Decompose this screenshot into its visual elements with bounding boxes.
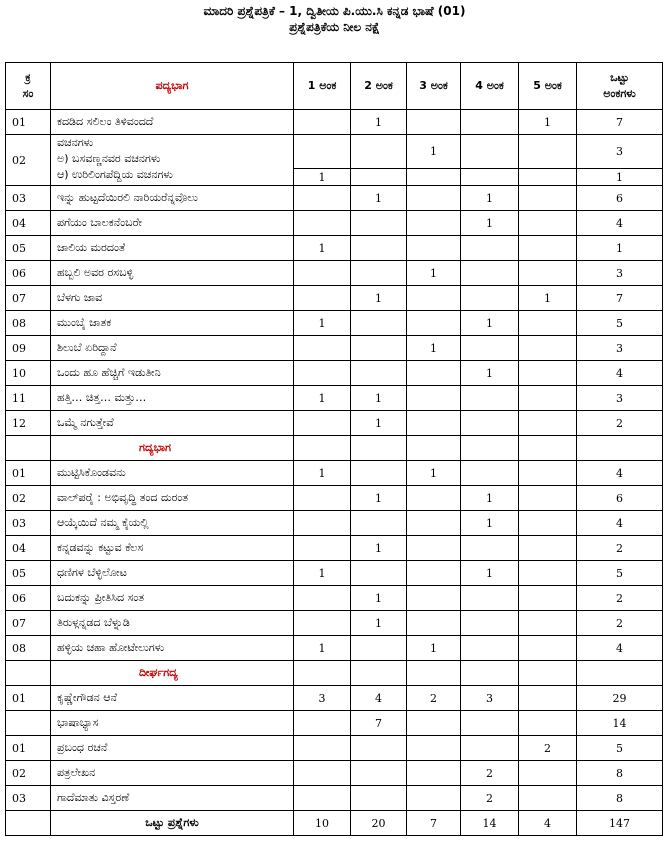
- row-m1: 1: [294, 561, 351, 586]
- row-m1: [294, 786, 351, 811]
- row-lesson-name: ಧಣಿಗಳ ಬೆಳ್ಳಿಲೋಟ: [51, 561, 294, 586]
- row-lesson-name: ಹಬ್ಬಲಿ ಅವರ ರಸಬಳ್ಳಿ: [51, 261, 294, 286]
- row-m1: [294, 286, 351, 311]
- table-row: [6, 511, 663, 536]
- empty-cell: [519, 661, 577, 686]
- row-m2: 1: [351, 286, 407, 311]
- row-m5: [519, 711, 577, 736]
- row-m3: [407, 236, 461, 261]
- row-m4: 1: [461, 486, 519, 511]
- row-sno: 05: [6, 236, 51, 261]
- row-total: 5: [577, 561, 663, 586]
- row-m5: [519, 636, 577, 661]
- row-m2: 1: [351, 586, 407, 611]
- row-m4: 3: [461, 686, 519, 711]
- row-m3: [407, 110, 461, 135]
- table-row: [6, 135, 663, 169]
- row-sno: 03: [6, 786, 51, 811]
- row-lesson-name: ಭಾಷಾಭ್ಯಾಸ: [51, 711, 294, 736]
- table-row: [6, 561, 663, 586]
- row-total: 4: [577, 636, 663, 661]
- empty-cell: [577, 436, 663, 461]
- row-m2: 1: [351, 486, 407, 511]
- row-lesson-name: ಒಂದು ಹೂ ಹೆಚ್ಚಿಗೆ ಇಡುತೀನಿ: [51, 361, 294, 386]
- row-m2: [351, 135, 407, 169]
- row-m3: 1: [407, 135, 461, 169]
- row-total: 5: [577, 311, 663, 336]
- row-m5: [519, 561, 577, 586]
- row-sno: 05: [6, 561, 51, 586]
- empty-cell: [461, 661, 519, 686]
- row-m5: [519, 511, 577, 536]
- col-header-3-mark: 3 ಅಂಕ: [407, 63, 461, 110]
- row-m3: [407, 486, 461, 511]
- section-heading-row: [6, 436, 663, 461]
- row-m5: [519, 211, 577, 236]
- row-m3: 1: [407, 636, 461, 661]
- row-m2: 1: [351, 386, 407, 411]
- totals-m3: 7: [407, 811, 461, 836]
- page-title: ಮಾದರಿ ಪ್ರಶ್ನೆಪತ್ರಿಕೆ – 1, ದ್ವಿತೀಯ ಪಿ.ಯು.ಸಿ ಕನ್ನಡ ಭಾಷೆ (01): [203, 4, 466, 18]
- row-m5: 1: [519, 286, 577, 311]
- row-m3: [407, 761, 461, 786]
- row-sno: 08: [6, 636, 51, 661]
- col-header-total: ಒಟ್ಟು ಅಂಕಗಳು: [577, 63, 663, 110]
- row-m4: 1: [461, 186, 519, 211]
- row-total: 6: [577, 186, 663, 211]
- row-m4: [461, 135, 519, 169]
- row-lesson-name: ಆಯ್ಕೆಯಿದೆ ನಮ್ಮ ಕೈಯಲ್ಲಿ: [51, 511, 294, 536]
- row-lesson-name: ಕೃಷ್ಣೇಗೌಡನ ಆನೆ: [51, 686, 294, 711]
- row-total: 14: [577, 711, 663, 736]
- row-m3: [407, 169, 461, 186]
- empty-cell: [6, 811, 51, 836]
- section-heading-row: [6, 661, 663, 686]
- empty-cell: [351, 436, 407, 461]
- row-m2: [351, 261, 407, 286]
- row-total: 3: [577, 336, 663, 361]
- row-m4: 2: [461, 786, 519, 811]
- row-m2: [351, 786, 407, 811]
- row-m2: [351, 736, 407, 761]
- empty-cell: [461, 436, 519, 461]
- row-m5: [519, 261, 577, 286]
- row-m4: [461, 236, 519, 261]
- row-lesson-name: ಶಿಲುಬೆ ಏರಿದ್ದಾನೆ: [51, 336, 294, 361]
- row-m4: [461, 169, 519, 186]
- row-m3: [407, 411, 461, 436]
- table-row: [6, 461, 663, 486]
- row-m3: [407, 786, 461, 811]
- row-lesson-name: ಪತ್ರಲೇಖನ: [51, 761, 294, 786]
- row-m2: [351, 211, 407, 236]
- row-m5: [519, 786, 577, 811]
- blueprint-table: [5, 62, 663, 836]
- row-m1: [294, 135, 351, 169]
- row-lesson-name: ತಿರುಳ್ಗನ್ನಡದ ಬೆಳ್ನುಡಿ: [51, 611, 294, 636]
- row-total: 3: [577, 386, 663, 411]
- table-row: [6, 636, 663, 661]
- table-row: [6, 186, 663, 211]
- row-lesson-name: ಇನ್ನು ಹುಟ್ಟದೆಯಿರಲಿ ನಾರಿಯರೆನ್ನವೊಲು: [51, 186, 294, 211]
- row-total: 4: [577, 361, 663, 386]
- row-lesson-name: ಬೆಳಗು ಜಾವ: [51, 286, 294, 311]
- row-m5: [519, 386, 577, 411]
- row-m1: 1: [294, 169, 351, 186]
- row-m5: [519, 761, 577, 786]
- totals-row: [6, 811, 663, 836]
- row-lesson-name: ಬದುಕನ್ನು ಪ್ರೀತಿಸಿದ ಸಂತ: [51, 586, 294, 611]
- row-m3: [407, 561, 461, 586]
- row-m5: [519, 311, 577, 336]
- row-m5: [519, 586, 577, 611]
- row-m5: [519, 361, 577, 386]
- row-total: 5: [577, 736, 663, 761]
- row-m4: [461, 386, 519, 411]
- row-m5: [519, 236, 577, 261]
- row-lesson-name: ಒಮ್ಮೆ ನಗುತ್ತೇವೆ: [51, 411, 294, 436]
- empty-cell: [577, 661, 663, 686]
- row-m4: [461, 286, 519, 311]
- row-lesson-name: ಪಗೆಯಂ ಬಾಲಕನೆಂಬರೇ: [51, 211, 294, 236]
- row-m4: [461, 110, 519, 135]
- row-m2: 1: [351, 611, 407, 636]
- row-m1: [294, 361, 351, 386]
- col-header-lesson: ಪದ್ಯಭಾಗ: [51, 63, 294, 110]
- row-m3: [407, 311, 461, 336]
- row-m5: [519, 686, 577, 711]
- totals-m1: 10: [294, 811, 351, 836]
- row-m3: [407, 511, 461, 536]
- row-sno: 01: [6, 110, 51, 135]
- row-total: 7: [577, 286, 663, 311]
- section-heading-long-prose: ದೀರ್ಘಗದ್ಯ: [51, 661, 294, 686]
- row-m3: 1: [407, 261, 461, 286]
- row-m5: [519, 186, 577, 211]
- row-sno: 01: [6, 736, 51, 761]
- row-m2: [351, 761, 407, 786]
- table-row: [6, 711, 663, 736]
- row-m2: [351, 336, 407, 361]
- col-header-4-mark: 4 ಅಂಕ: [461, 63, 519, 110]
- row-m1: 1: [294, 236, 351, 261]
- row-m4: 1: [461, 311, 519, 336]
- row-m3: [407, 386, 461, 411]
- table-row: [6, 611, 663, 636]
- totals-m2: 20: [351, 811, 407, 836]
- row-m4: [461, 461, 519, 486]
- row-m1: [294, 336, 351, 361]
- row-m4: [461, 261, 519, 286]
- row-m2: 7: [351, 711, 407, 736]
- row-m3: [407, 211, 461, 236]
- row-sno: 11: [6, 386, 51, 411]
- row-sno: 07: [6, 611, 51, 636]
- row-m1: [294, 411, 351, 436]
- row-sno: 07: [6, 286, 51, 311]
- row-m4: [461, 736, 519, 761]
- empty-cell: [351, 661, 407, 686]
- row-m1: [294, 536, 351, 561]
- row-total: 2: [577, 586, 663, 611]
- row-m4: [461, 711, 519, 736]
- row-m1: [294, 486, 351, 511]
- section-heading-prose: ಗದ್ಯಭಾಗ: [51, 436, 294, 461]
- row-sno: 01: [6, 461, 51, 486]
- totals-total: 147: [577, 811, 663, 836]
- row-m3: 1: [407, 336, 461, 361]
- table-row: [6, 536, 663, 561]
- row-m1: [294, 261, 351, 286]
- page-subtitle: ಪ್ರಶ್ನೆಪತ್ರಿಕೆಯ ನೀಲ ನಕ್ಷೆ: [289, 20, 380, 34]
- table-row: [6, 211, 663, 236]
- row-lesson-name: ಗಾದೆಮಾತು ವಿಸ್ತರಣೆ: [51, 786, 294, 811]
- row-total: 2: [577, 611, 663, 636]
- table-row: [6, 761, 663, 786]
- row-m3: [407, 286, 461, 311]
- row-sno: 01: [6, 686, 51, 711]
- totals-m5: 4: [519, 811, 577, 836]
- row-lesson-name: ಜಾಲಿಯ ಮರದಂತೆ: [51, 236, 294, 261]
- row-m3: 2: [407, 686, 461, 711]
- row-m3: [407, 736, 461, 761]
- row-m5: [519, 611, 577, 636]
- row-m4: [461, 536, 519, 561]
- table-row: [6, 686, 663, 711]
- row-sno: 04: [6, 536, 51, 561]
- table-row: [6, 736, 663, 761]
- row-total: 4: [577, 461, 663, 486]
- row-sno: 02: [6, 486, 51, 511]
- row-sno: 02: [6, 761, 51, 786]
- row-sno: 08: [6, 311, 51, 336]
- table-row: [6, 486, 663, 511]
- empty-cell: [6, 436, 51, 461]
- row-m2: [351, 169, 407, 186]
- row-total: 8: [577, 786, 663, 811]
- row-total: 3: [577, 135, 663, 169]
- row-lesson-name: ಕನ್ನಡವನ್ನು ಕಟ್ಟುವ ಕೆಲಸ: [51, 536, 294, 561]
- table-row: [6, 110, 663, 135]
- row-sno: 10: [6, 361, 51, 386]
- row-m2: 1: [351, 186, 407, 211]
- empty-cell: [519, 436, 577, 461]
- row-m4: 1: [461, 511, 519, 536]
- row-m5: [519, 486, 577, 511]
- table-row: [6, 386, 663, 411]
- row-total: 4: [577, 211, 663, 236]
- row-m3: [407, 586, 461, 611]
- row-sno: 12: [6, 411, 51, 436]
- vachana-line1: ವಚನಗಳು: [57, 136, 94, 149]
- table-row: [6, 786, 663, 811]
- table-row: [6, 236, 663, 261]
- row-m2: [351, 461, 407, 486]
- row-lesson-name: ಪ್ರಬಂಧ ರಚನೆ: [51, 736, 294, 761]
- row-m1: [294, 511, 351, 536]
- row-m4: 1: [461, 211, 519, 236]
- row-m5: [519, 536, 577, 561]
- table-body: [6, 110, 663, 836]
- row-m3: [407, 186, 461, 211]
- row-m2: 4: [351, 686, 407, 711]
- row-lesson-name: ಮುಂಬೈ ಜಾತಕ: [51, 311, 294, 336]
- row-m2: 1: [351, 411, 407, 436]
- row-m3: 1: [407, 461, 461, 486]
- row-m1: 1: [294, 461, 351, 486]
- row-m2: [351, 511, 407, 536]
- row-total: 1: [577, 236, 663, 261]
- row-m5: [519, 461, 577, 486]
- row-m1: [294, 611, 351, 636]
- table-row: [6, 286, 663, 311]
- row-m4: [461, 586, 519, 611]
- row-m5: 2: [519, 736, 577, 761]
- row-m4: 1: [461, 561, 519, 586]
- totals-label: ಒಟ್ಟು ಪ್ರಶ್ನೆಗಳು: [51, 811, 294, 836]
- row-m5: 1: [519, 110, 577, 135]
- row-total: 3: [577, 261, 663, 286]
- row-m4: [461, 411, 519, 436]
- empty-cell: [407, 661, 461, 686]
- row-sno: 02: [6, 135, 51, 186]
- row-m2: [351, 236, 407, 261]
- row-total: 1: [577, 169, 663, 186]
- row-total: 2: [577, 536, 663, 561]
- table-row: [6, 361, 663, 386]
- table-row: [6, 311, 663, 336]
- row-m1: 1: [294, 386, 351, 411]
- row-sno: 03: [6, 186, 51, 211]
- row-m5: [519, 135, 577, 169]
- row-m5: [519, 411, 577, 436]
- col-header-1-mark: 1 ಅಂಕ: [294, 63, 351, 110]
- empty-cell: [407, 436, 461, 461]
- row-total: 4: [577, 511, 663, 536]
- row-lesson-name: ಹಳ್ಳಿಯ ಚಹಾ ಹೋಟೇಲುಗಳು: [51, 636, 294, 661]
- row-m5: [519, 336, 577, 361]
- col-header-2-mark: 2 ಅಂಕ: [351, 63, 407, 110]
- row-sno: [6, 711, 51, 736]
- row-m1: [294, 736, 351, 761]
- row-m2: [351, 636, 407, 661]
- row-total: 8: [577, 761, 663, 786]
- row-m1: 1: [294, 636, 351, 661]
- table-row: [6, 586, 663, 611]
- row-m3: [407, 611, 461, 636]
- row-total: 6: [577, 486, 663, 511]
- row-m4: [461, 336, 519, 361]
- row-m1: 3: [294, 686, 351, 711]
- row-m1: [294, 711, 351, 736]
- row-sno: 06: [6, 586, 51, 611]
- row-total: 29: [577, 686, 663, 711]
- vachana-line3: ಆ) ಉರಿಲಿಂಗಪೆದ್ದಿಯ ವಚನಗಳು: [57, 168, 173, 181]
- row-m4: 2: [461, 761, 519, 786]
- row-lesson-name: ಹತ್ತಿ… ಚಿತ್ತ… ಮತ್ತು…: [51, 386, 294, 411]
- row-m4: 1: [461, 361, 519, 386]
- row-sno: 04: [6, 211, 51, 236]
- row-m1: [294, 211, 351, 236]
- empty-cell: [294, 661, 351, 686]
- totals-m4: 14: [461, 811, 519, 836]
- table-row: [6, 336, 663, 361]
- row-m5: [519, 169, 577, 186]
- table-row: [6, 261, 663, 286]
- row-sno: 09: [6, 336, 51, 361]
- row-m4: [461, 636, 519, 661]
- row-total: 7: [577, 110, 663, 135]
- row-m2: [351, 361, 407, 386]
- row-m1: [294, 761, 351, 786]
- row-m2: 1: [351, 110, 407, 135]
- empty-cell: [6, 661, 51, 686]
- row-m1: 1: [294, 311, 351, 336]
- row-m2: [351, 311, 407, 336]
- row-total: 2: [577, 411, 663, 436]
- row-lesson-name: ವಾಲ್‌ಪರೈ : ಅಭಿವೃದ್ಧಿ ತಂದ ದುರಂತ: [51, 486, 294, 511]
- row-m2: [351, 561, 407, 586]
- col-header-sno: ಕ್ರ ಸಂ: [6, 63, 51, 110]
- empty-cell: [294, 436, 351, 461]
- row-m1: [294, 110, 351, 135]
- row-m1: [294, 186, 351, 211]
- row-m3: [407, 361, 461, 386]
- row-sno: 06: [6, 261, 51, 286]
- row-sno: 03: [6, 511, 51, 536]
- row-m1: [294, 586, 351, 611]
- row-lesson-name: ಮುಟ್ಟಿಸಿಕೊಂಡವನು: [51, 461, 294, 486]
- vachana-line2: ಅ) ಬಸವಣ್ಣನವರ ವಚನಗಳು: [57, 152, 161, 165]
- row-m3: [407, 711, 461, 736]
- row-lesson-name: [51, 135, 294, 186]
- row-m4: [461, 611, 519, 636]
- row-m2: 1: [351, 536, 407, 561]
- row-m3: [407, 536, 461, 561]
- row-lesson-name: ಕದಡಿದ ಸಲಿಲಂ ತಿಳಿವಂದದೆ: [51, 110, 294, 135]
- col-header-5-mark: 5 ಅಂಕ: [519, 63, 577, 110]
- table-row: [6, 411, 663, 436]
